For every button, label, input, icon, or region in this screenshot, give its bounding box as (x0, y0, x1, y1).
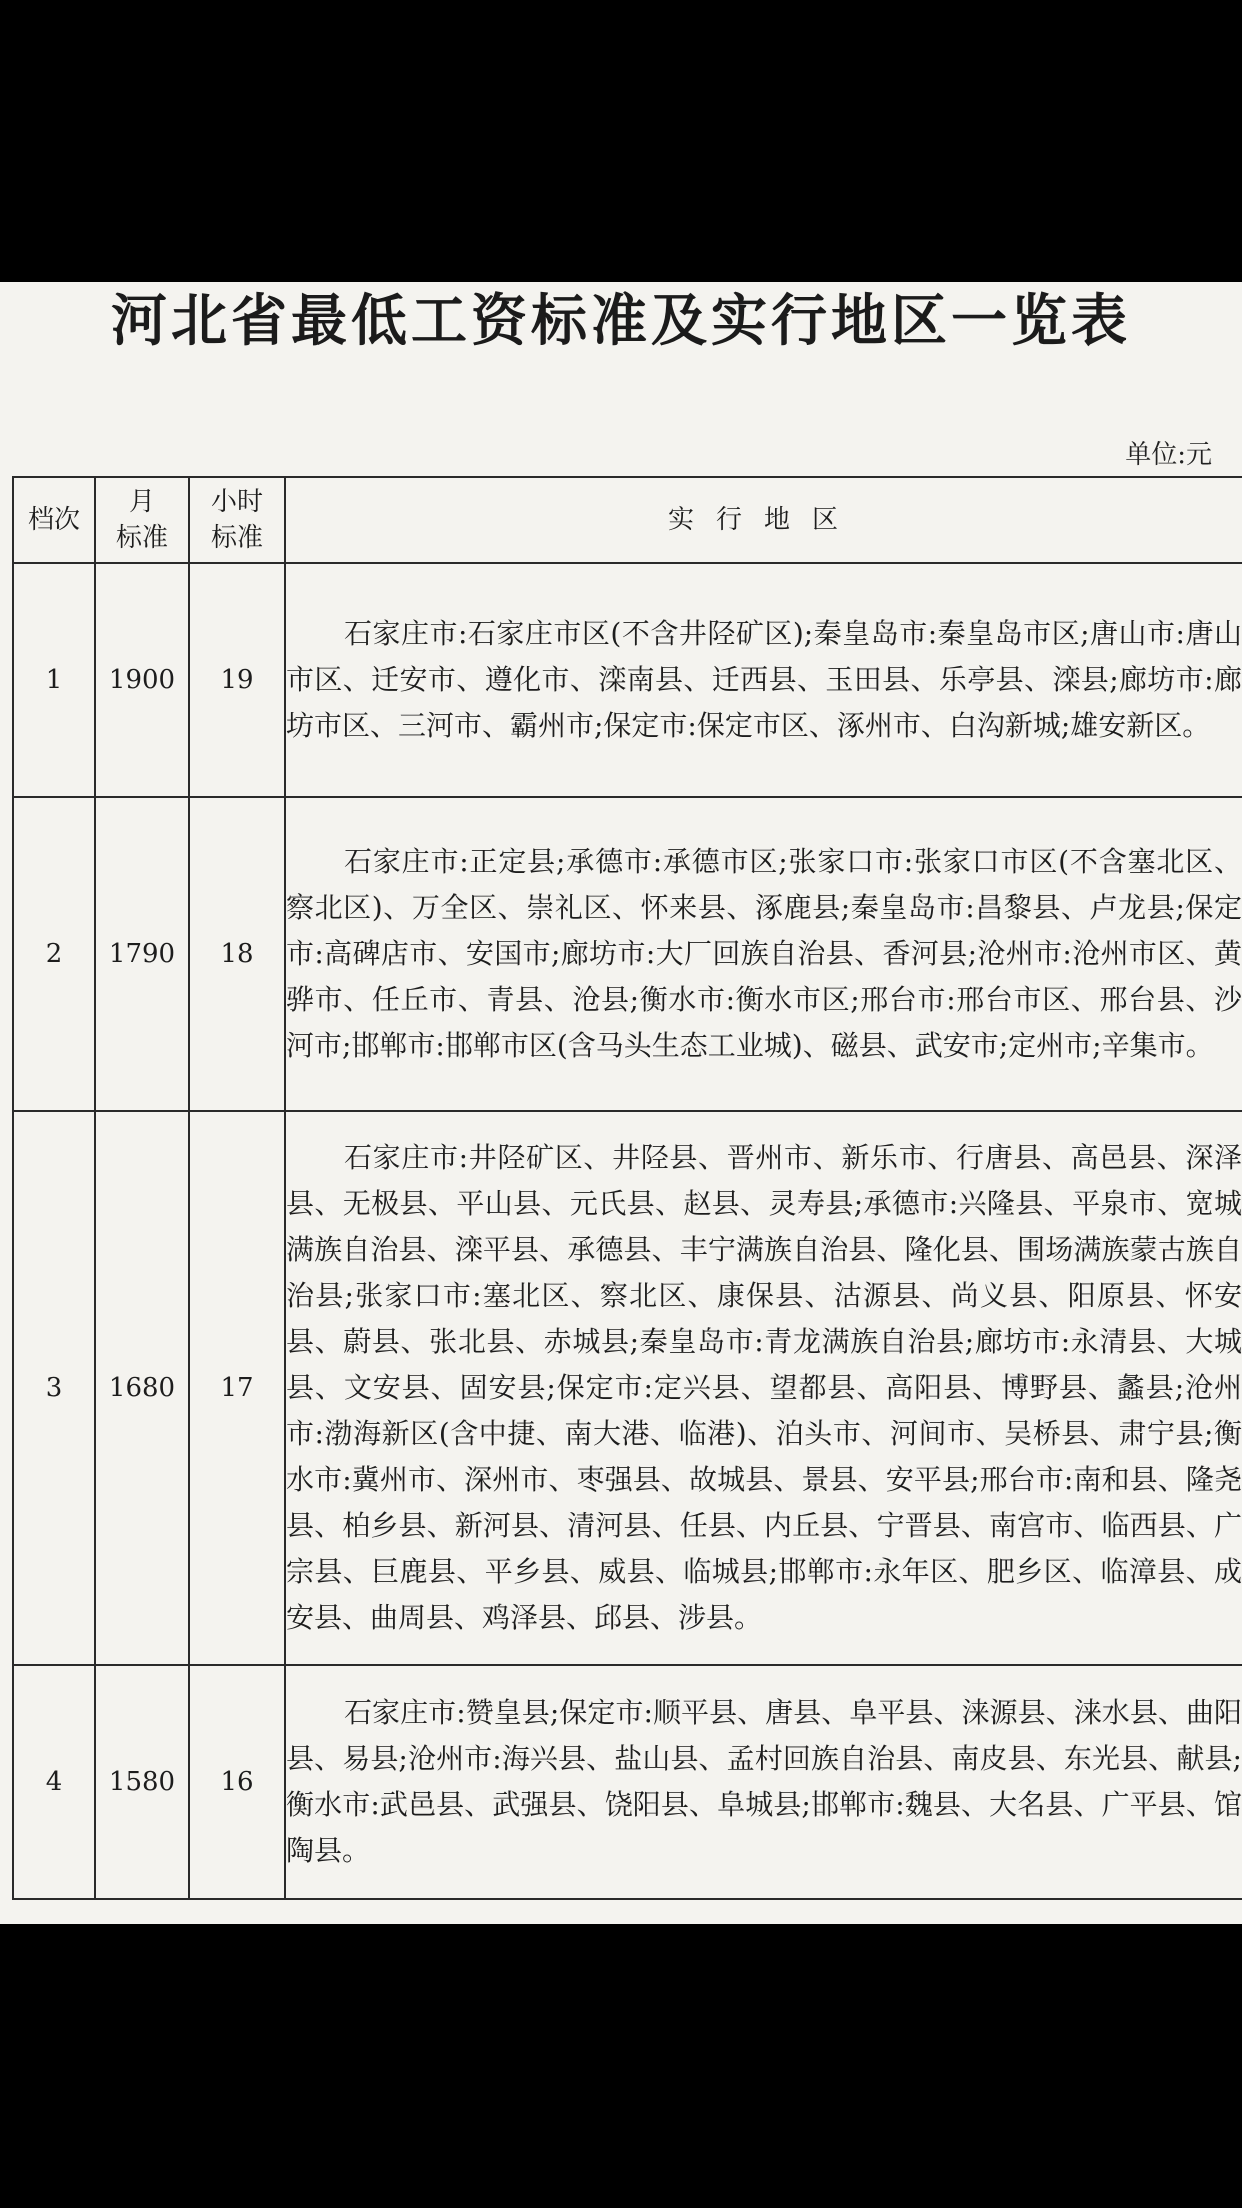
table-header-row (13, 477, 1242, 563)
page-title: 河北省最低工资标准及实行地区一览表 (111, 289, 1131, 354)
monthly-cell: 1900 (95, 563, 189, 797)
areas-cell (285, 1111, 1242, 1665)
tier-cell: 2 (13, 797, 95, 1111)
document-page (0, 282, 1242, 1924)
hourly-cell: 16 (189, 1665, 285, 1899)
table-row (13, 1111, 1242, 1665)
monthly-cell: 1680 (95, 1111, 189, 1665)
areas-text: 石家庄市:赞皇县;保定市:顺平县、唐县、阜平县、涞源县、涞水县、曲阳县、易县;沧州市:海兴县、盐山县、孟村回族自治县、南皮县、东光县、献县;衡水市:武邑县、武强县、饶阳县、阜城县;邯郸市:魏县、大名县、广平县、馆陶县。 (286, 1696, 1242, 1867)
areas-text: 石家庄市:井陉矿区、井陉县、晋州市、新乐市、行唐县、高邑县、深泽县、无极县、平山县、元氏县、赵县、灵寿县;承德市:兴隆县、平泉市、宽城满族自治县、滦平县、承德县、丰宁满族自治县、隆化县、围场满族蒙古族自治县;张家口市:塞北区、察北区、康保县、沽源县、尚义县、阳原县、怀安县、蔚县、张北县、赤城县;秦皇岛市:青龙满族自治县;廊坊市:永清县、大城县、文安县、固安县;保定市:定兴县、望都县、高阳县、博野县、蠡县;沧州市:渤海新区(含中捷、南大港、临港)、泊头市、河间市、吴桥县、肃宁县;衡水市:冀州市、深州市、枣强县、故城县、景县、安平县;邢台市:南和县、隆尧县、柏乡县、新河县、清河县、任县、内丘县、宁晋县、南宫市、临西县、广宗县、巨鹿县、平乡县、威县、临城县;邯郸市:永年区、肥乡区、临漳县、成安县、曲周县、鸡泽县、邱县、涉县。 (286, 1141, 1242, 1634)
header-hourly (189, 477, 285, 563)
header-tier (13, 477, 95, 563)
areas-text: 石家庄市:正定县;承德市:承德市区;张家口市:张家口市区(不含塞北区、察北区)、万全区、崇礼区、怀来县、涿鹿县;秦皇岛市:昌黎县、卢龙县;保定市:高碑店市、安国市;廊坊市:大厂回族自治县、香河县;沧州市:沧州市区、黄骅市、任丘市、青县、沧县;衡水市:衡水市区;邢台市:邢台市区、邢台县、沙河市;邯郸市:邯郸市区(含马头生态工业城)、磁县、武安市;定州市;辛集市。 (286, 845, 1242, 1062)
hourly-cell: 17 (189, 1111, 285, 1665)
header-hourly-line2: 标准 (210, 523, 263, 553)
header-monthly-line1: 月 (128, 487, 155, 517)
header-areas-label: 实行地区 (667, 505, 860, 535)
monthly-cell: 1580 (95, 1665, 189, 1899)
areas-cell (285, 563, 1242, 797)
tier-cell: 4 (13, 1665, 95, 1899)
top-black-band (0, 0, 1242, 282)
areas-cell (285, 1665, 1242, 1899)
table-row (13, 1665, 1242, 1899)
wage-table (12, 476, 1242, 1900)
bottom-black-band (0, 1924, 1242, 2208)
hourly-cell: 19 (189, 563, 285, 797)
tier-cell: 3 (13, 1111, 95, 1665)
header-areas (285, 477, 1242, 563)
table-row (13, 563, 1242, 797)
header-hourly-line1: 小时 (210, 487, 263, 517)
header-monthly (95, 477, 189, 563)
areas-cell (285, 797, 1242, 1111)
table-row (13, 797, 1242, 1111)
header-monthly-line2: 标准 (115, 523, 168, 553)
monthly-cell: 1790 (95, 797, 189, 1111)
areas-text: 石家庄市:石家庄市区(不含井陉矿区);秦皇岛市:秦皇岛市区;唐山市:唐山市区、迁安市、遵化市、滦南县、迁西县、玉田县、乐亭县、滦县;廊坊市:廊坊市区、三河市、霸州市;保定市:保定市区、涿州市、白沟新城;雄安新区。 (286, 617, 1242, 742)
unit-label: 单位:元 (1125, 440, 1212, 470)
header-tier-label: 档次 (27, 505, 80, 535)
hourly-cell: 18 (189, 797, 285, 1111)
tier-cell: 1 (13, 563, 95, 797)
